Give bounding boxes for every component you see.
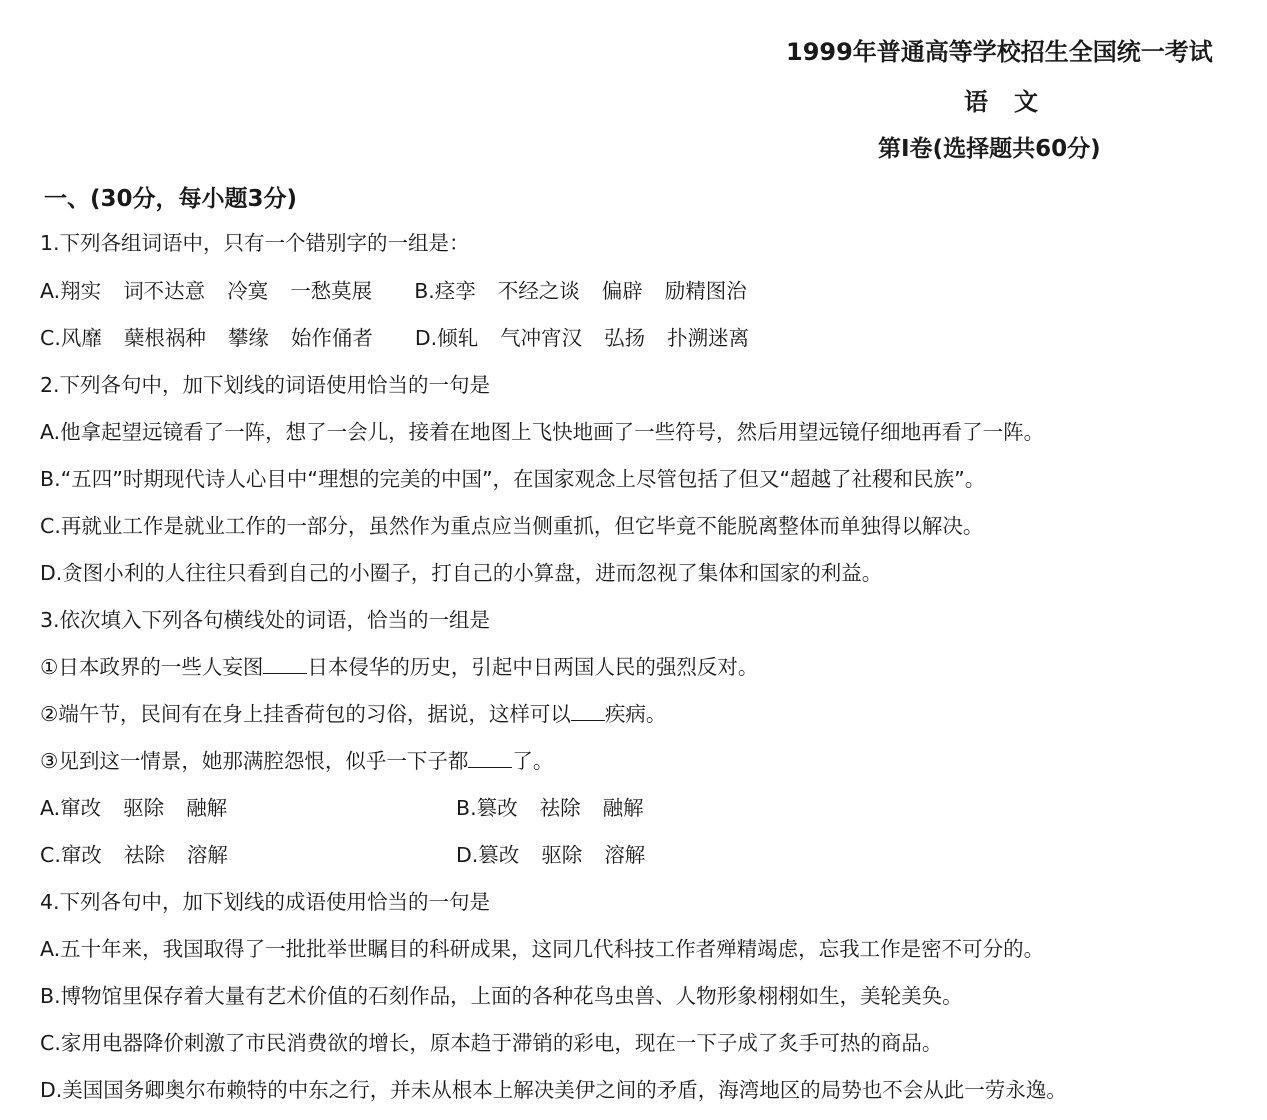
q2-option-d: D.贪图小利的人往往只看到自己的小圈子，打自己的小算盘，进而忽视了集体和国家的利益。 bbox=[40, 561, 883, 585]
q3-a-1: A.窜改 bbox=[40, 796, 102, 820]
q3-c-2: 祛除 bbox=[123, 843, 165, 867]
exam-title: 1999年普通高等学校招生全国统一考试 bbox=[786, 38, 1213, 66]
q3-d-1: D.篡改 bbox=[456, 843, 520, 867]
q3-s3-pre: ③见到这一情景，她那满腔怨恨，似乎一下子都 bbox=[40, 749, 469, 773]
q2-option-a: A.他拿起望远镜看了一阵，想了一会儿，接着在地图上飞快地画了一些符号，然后用望远镜仔细地再看了一阵。 bbox=[40, 420, 1045, 444]
q1-b-4: 励精图治 bbox=[664, 279, 747, 303]
q3-a-2: 驱除 bbox=[123, 796, 165, 820]
volume-title: 第Ⅰ卷(选择题共60分) bbox=[878, 136, 1101, 162]
q3-d-2: 驱除 bbox=[541, 843, 583, 867]
q1-stem: 1.下列各组词语中，只有一个错别字的一组是： bbox=[40, 231, 470, 255]
q1-c-4: 始作俑者 bbox=[290, 326, 373, 350]
q1-b-3: 偏辟 bbox=[601, 279, 643, 303]
q3-b-2: 祛除 bbox=[539, 796, 581, 820]
q1-c-2: 蘖根祸种 bbox=[123, 326, 206, 350]
q3-c-3: 溶解 bbox=[186, 843, 228, 867]
q1-b-2: 不经之谈 bbox=[497, 279, 580, 303]
q1-c-3: 攀缘 bbox=[227, 326, 269, 350]
q1-c-1: C.风靡 bbox=[40, 326, 102, 350]
blank-line bbox=[468, 749, 512, 768]
q3-c-1: C.窜改 bbox=[40, 843, 102, 867]
q2-option-c: C.再就业工作是就业工作的一部分，虽然作为重点应当侧重抓，但它毕竟不能脱离整体而单独得以解决。 bbox=[40, 514, 984, 538]
q3-s2-post: 疾病。 bbox=[604, 702, 667, 726]
q1-a-2: 词不达意 bbox=[123, 279, 206, 303]
blank-line bbox=[571, 702, 605, 721]
q1-options-ab bbox=[40, 278, 769, 304]
q1-d-4: 扑溯迷离 bbox=[667, 326, 750, 350]
q3-d-3: 溶解 bbox=[604, 843, 646, 867]
q3-s1-pre: ①日本政界的一些人妄图 bbox=[40, 655, 264, 679]
q3-option-d bbox=[456, 842, 667, 868]
q3-b-1: B.篡改 bbox=[456, 796, 518, 820]
q1-a-1: A.翔实 bbox=[40, 279, 102, 303]
q3-s2-pre: ②端午节，民间有在身上挂香荷包的习俗，据说，这样可以 bbox=[40, 702, 571, 726]
q3-a-3: 融解 bbox=[186, 796, 228, 820]
q3-sentence-3 bbox=[40, 748, 553, 774]
q3-option-c bbox=[40, 842, 250, 868]
q1-d-2: 气冲宵汉 bbox=[500, 326, 583, 350]
q4-option-b: B.博物馆里保存着大量有艺术价值的石刻作品，上面的各种花鸟虫兽、人物形象栩栩如生，美轮美奂。 bbox=[40, 984, 963, 1008]
q1-b-1: B.痉孪 bbox=[414, 279, 476, 303]
subject-title: 语文 bbox=[964, 88, 1064, 116]
q4-option-c: C.家用电器降价刺激了市民消费欲的增长，原本趋于滞销的彩电，现在一下子成了炙手可热的商品。 bbox=[40, 1031, 943, 1055]
q3-b-3: 融解 bbox=[602, 796, 644, 820]
q3-s1-post: 日本侵华的历史，引起中日两国人民的强烈反对。 bbox=[307, 655, 759, 679]
q3-sentence-2 bbox=[40, 701, 666, 727]
q1-d-3: 弘扬 bbox=[604, 326, 646, 350]
q1-a-3: 冷寞 bbox=[227, 279, 269, 303]
q3-s3-post: 了。 bbox=[512, 749, 554, 773]
q1-options-cd bbox=[40, 325, 771, 351]
q4-option-a: A.五十年来，我国取得了一批批举世瞩目的科研成果，这同几代科技工作者殚精竭虑，忘我工作是密不可分的。 bbox=[40, 937, 1045, 961]
q2-stem: 2.下列各句中，加下划线的词语使用恰当的一句是 bbox=[40, 373, 491, 397]
q1-d-1: D.倾轧 bbox=[414, 326, 479, 350]
section-heading: 一、(30分，每小题3分) bbox=[44, 186, 298, 212]
q3-option-a bbox=[40, 795, 249, 821]
q4-stem: 4.下列各句中，加下划线的成语使用恰当的一句是 bbox=[40, 890, 491, 914]
q3-sentence-1 bbox=[40, 654, 758, 680]
q2-option-b: B.“五四”时期现代诗人心目中“理想的完美的中国”，在国家观念上尽管包括了但又“超越了社稷和民族”。 bbox=[40, 467, 986, 491]
q3-stem: 3.依次填入下列各句横线处的词语，恰当的一组是 bbox=[40, 608, 491, 632]
q1-a-4: 一愁莫展 bbox=[290, 279, 373, 303]
blank-line bbox=[263, 655, 307, 674]
q3-option-b bbox=[456, 795, 666, 821]
q4-option-d: D.美国国务卿奥尔布赖特的中东之行，并未从根本上解决美伊之间的矛盾，海湾地区的局势也不会从此一劳永逸。 bbox=[40, 1078, 1067, 1102]
